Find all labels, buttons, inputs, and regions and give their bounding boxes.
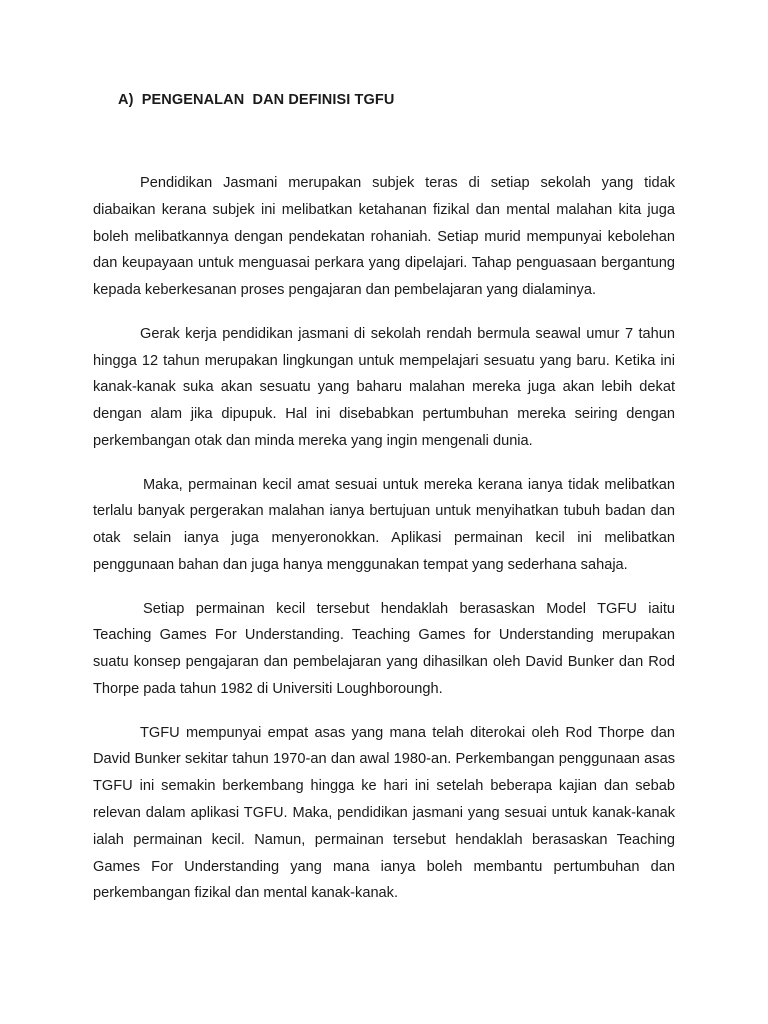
body-text [93, 170, 675, 907]
section-heading: A) PENGENALAN DAN DEFINISI TGFU [118, 92, 395, 108]
paragraph-asas-tgfu: TGFU mempunyai empat asas yang mana telah diterokai oleh Rod Thorpe dan David Bunker sekitar tahun 1970-an dan awal 1980-an. Perkembangan penggunaan asas TGFU ini semakin berkembang hingga ke hari ini setelah beberapa kajian dan sebab relevan dalam aplikasi TGFU. Maka, pendidikan jasmani yang sesuai untuk kanak-kanak ialah permainan kecil. Namun, permainan tersebut hendaklah berasaskan Teaching Games For Understanding yang mana ianya boleh membantu pertumbuhan dan perkembangan fizikal dan mental kanak-kanak. [93, 724, 675, 902]
paragraph-pendidikan-jasmani: Pendidikan Jasmani merupakan subjek teras di setiap sekolah yang tidak diabaikan kerana subjek ini melibatkan ketahanan fizikal dan mental malahan kita juga boleh melibatkannya dengan pendekatan rohaniah. Setiap murid mempunyai kebolehan dan keupayaan untuk menguasai perkara yang dipelajari. Tahap penguasaan bergantung kepada keberkesanan proses pengajaran dan pembelajaran yang dialaminya. [93, 175, 675, 299]
paragraph-model-tgfu: Setiap permainan kecil tersebut hendaklah berasaskan Model TGFU iaitu Teaching Games For Understanding. Teaching Games for Understanding merupakan suatu konsep pengajaran dan pembelajaran yang dihasilkan oleh David Bunker dan Rod Thorpe pada tahun 1982 di Universiti Loughboroungh. [93, 600, 675, 697]
paragraph-permainan-kecil: Maka, permainan kecil amat sesuai untuk mereka kerana ianya tidak melibatkan terlalu banyak pergerakan malahan ianya bertujuan untuk menyihatkan tubuh badan dan otak selain ianya juga menyeronokkan. Aplikasi permainan kecil ini melibatkan penggunaan bahan dan juga hanya menggunakan tempat yang sederhana sahaja. [93, 476, 675, 573]
paragraph-gerak-kerja: Gerak kerja pendidikan jasmani di sekolah rendah bermula seawal umur 7 tahun hingga 12 tahun merupakan lingkungan untuk mempelajari sesuatu yang baru. Ketika ini kanak-kanak suka akan sesuatu yang baharu malahan mereka juga akan lebih dekat dengan alam jika dipupuk. Hal ini disebabkan pertumbuhan mereka seiring dengan perkembangan otak dan minda mereka yang ingin mengenali dunia. [93, 325, 675, 449]
